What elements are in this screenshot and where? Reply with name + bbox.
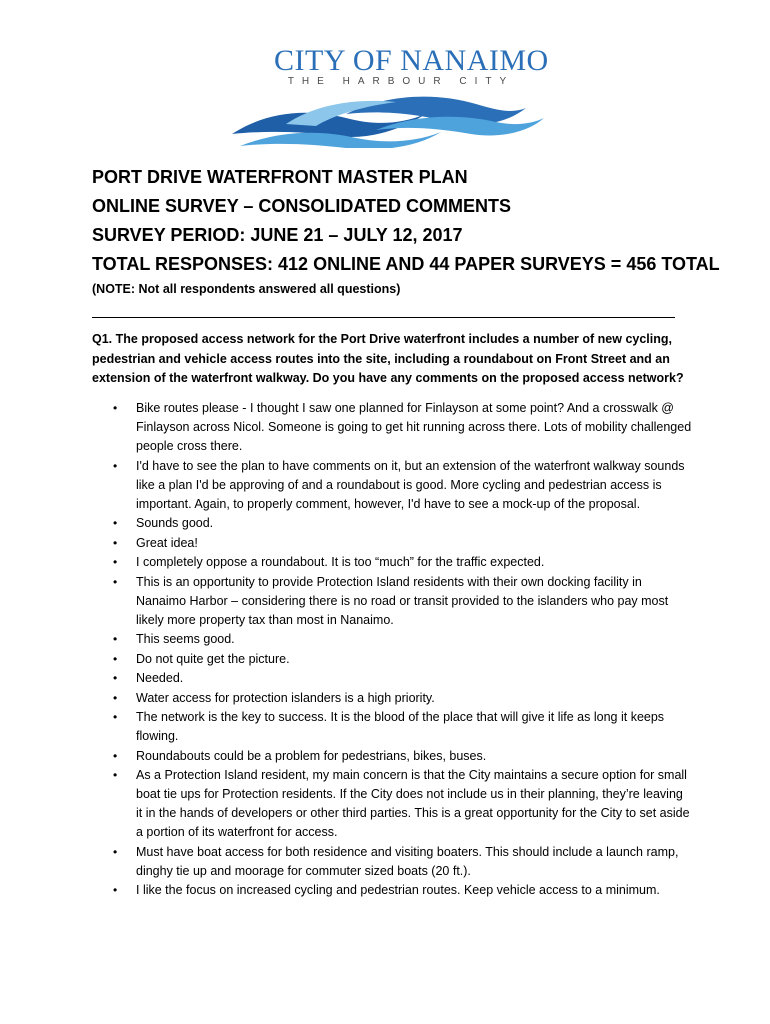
bullet-icon: • bbox=[113, 632, 118, 646]
bullet-icon: • bbox=[113, 401, 118, 415]
answer-text: I like the focus on increased cycling and pedestrian routes. Keep vehicle access to a minimum. bbox=[136, 883, 660, 897]
bullet-icon: • bbox=[113, 555, 118, 569]
answer-list bbox=[92, 399, 692, 901]
answer-text: Water access for protection islanders is a high priority. bbox=[136, 690, 435, 705]
list-item bbox=[92, 881, 692, 900]
list-item bbox=[92, 399, 692, 456]
list-item bbox=[92, 708, 692, 746]
bullet-icon: • bbox=[113, 883, 118, 897]
answer-text: Great idea! bbox=[136, 535, 198, 550]
answer-text: Needed. bbox=[136, 671, 184, 685]
document-header bbox=[92, 163, 720, 298]
answer-text: Must have boat access for both residence and visiting boaters. This should include a launch ramp, dinghy tie up and moorage for commuter sized boats (20 ft.). bbox=[136, 844, 679, 878]
answer-text: This seems good. bbox=[136, 632, 235, 646]
list-item bbox=[92, 669, 692, 688]
horizontal-rule bbox=[92, 317, 675, 318]
list-item bbox=[92, 457, 692, 514]
question-text: Q1. The proposed access network for the Port Drive waterfront includes a number of new cycling, pedestrian and vehicle access routes into the site, including a roundabout on Front Street and an extension of the waterfront walkway. Do you have any comments on the proposed access network? bbox=[92, 332, 684, 385]
bullet-icon: • bbox=[113, 671, 118, 685]
header-title: PORT DRIVE WATERFRONT MASTER PLAN bbox=[92, 167, 468, 187]
bullet-icon: • bbox=[113, 690, 118, 705]
list-item bbox=[92, 534, 692, 553]
header-subtitle: ONLINE SURVEY – CONSOLIDATED COMMENTS bbox=[92, 196, 512, 216]
list-item bbox=[92, 747, 692, 766]
answer-text: The network is the key to success. It is the blood of the place that will give it life as long it keeps flowing. bbox=[136, 710, 665, 743]
bullet-icon: • bbox=[113, 748, 118, 763]
list-item bbox=[92, 630, 692, 649]
answer-text: Sounds good. bbox=[136, 516, 214, 530]
list-item bbox=[92, 553, 692, 572]
answer-text: As a Protection Island resident, my main concern is that the City maintains a secure option for small boat tie ups for Protection residents. If the City does not include us in their planning, they’re leaving it in the hands of developers or other third parties. This is a great opportunity for the City to set aside a portion of its waterfront for access. bbox=[136, 768, 690, 839]
bullet-icon: • bbox=[113, 651, 118, 666]
survey-period: SURVEY PERIOD: JUNE 21 – JULY 12, 2017 bbox=[92, 225, 463, 245]
bullet-icon: • bbox=[113, 768, 118, 782]
bullet-icon: • bbox=[113, 535, 118, 550]
wave-icon bbox=[226, 84, 556, 148]
list-item bbox=[92, 573, 692, 630]
answer-text: Roundabouts could be a problem for pedestrians, bikes, buses. bbox=[136, 748, 487, 763]
list-item bbox=[92, 843, 692, 881]
answer-text: I completely oppose a roundabout. It is too “much” for the traffic expected. bbox=[136, 555, 545, 569]
list-item bbox=[92, 514, 692, 533]
total-responses: TOTAL RESPONSES: 412 ONLINE AND 44 PAPER SURVEYS = 456 TOTAL bbox=[92, 254, 720, 274]
bullet-icon: • bbox=[113, 458, 118, 473]
logo-title: CITY OF NANAIMO bbox=[274, 44, 549, 77]
answer-text: Bike routes please - I thought I saw one planned for Finlayson at some point? And a crosswalk @ Finlayson across Nicol. Someone is going to get hit running across there. Lots of mobility challenged people cross there. bbox=[136, 401, 692, 453]
logo-subtitle: THE HARBOUR CITY bbox=[287, 76, 515, 87]
answer-text: I'd have to see the plan to have comments on it, but an extension of the waterfront walkway sounds like a plan I'd be approving of and a roundabout is good. More cycling and pedestrian access is important. Again, to properly comment, however, I'd have to see a mock-up of the proposal. bbox=[136, 458, 685, 511]
list-item bbox=[92, 766, 692, 842]
bullet-icon: • bbox=[113, 516, 118, 530]
bullet-icon: • bbox=[113, 844, 118, 859]
bullet-icon: • bbox=[113, 710, 118, 724]
answer-text: Do not quite get the picture. bbox=[136, 651, 290, 666]
bullet-icon: • bbox=[113, 574, 118, 589]
list-item bbox=[92, 689, 692, 708]
answer-text: This is an opportunity to provide Protection Island residents with their own docking facility in Nanaimo Harbor – considering there is no road or transit provided to the islanders who pay most likely more property tax than most in Nanaimo. bbox=[136, 574, 669, 627]
header-note: (NOTE: Not all respondents answered all questions) bbox=[92, 282, 401, 296]
list-item bbox=[92, 650, 692, 669]
city-logo bbox=[226, 40, 556, 148]
